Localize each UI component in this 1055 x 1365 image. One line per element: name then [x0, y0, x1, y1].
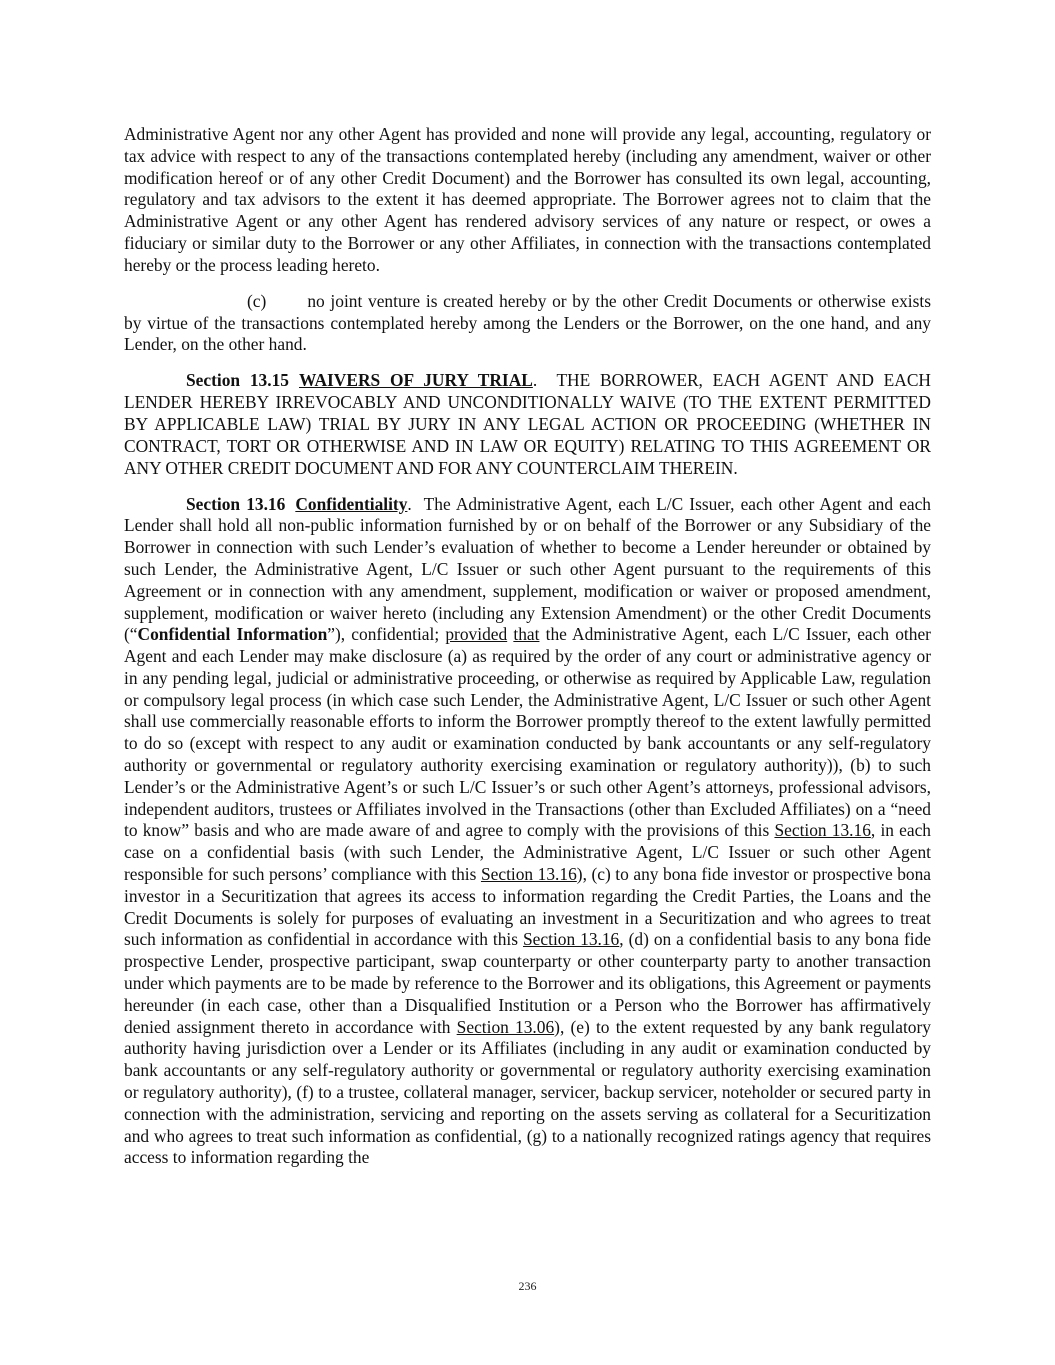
section-text-part: ”), confidential;: [327, 624, 446, 645]
section-text: THE BORROWER, EACH AGENT AND EACH LENDER HEREBY IRREVOCABLY AND UNCONDITIONALLY WAIVE (TO THE EXTENT PERMITTED BY APPLICABLE LAW) TRIAL BY JURY IN ANY LEGAL ACTION OR PROCEEDING (WHETHER IN CONTRACT, TORT OR OTHERWISE AND IN LAW OR EQUITY) RELATING TO THIS AGREEMENT OR ANY OTHER CREDIT DOCUMENT AND FOR ANY COUNTERCLAIM THEREIN.: [124, 370, 931, 478]
cross-reference: Section 13.06: [456, 1016, 555, 1037]
section-13-15: [124, 370, 931, 479]
paragraph-continuation: Administrative Agent nor any other Agent has provided and none will provide any legal, accounting, regulatory or tax advice with respect to any of the transactions contemplated hereby (including any amendment, waiver or other modification hereof or of any other Credit Document) and the Borrower has consulted its own legal, accounting, regulatory and tax advisors to the extent it has deemed appropriate. The Borrower agrees not to claim that the Administrative Agent or any other Agent has rendered advisory services of any nature or respect, or owes a fiduciary or similar duty to the Borrower or any other Affiliates, in connection with the transactions contemplated hereby or the process leading hereto.: [124, 124, 931, 275]
that-emphasis: that: [513, 624, 540, 645]
section-text-part: , (d) on a confidential basis to any bona fide prospective Lender, prospective participant, swap counterparty or other counterparty party to another transaction under which payments are to be made by reference to the Borrower and its obligations, this Agreement or payments hereunder (in each case, other than a Disqualified Institution or a Person who the Borrower has affirmatively denied assignment thereto in accordance with: [124, 929, 931, 1037]
section-title: Confidentiality: [295, 493, 408, 514]
section-text-part: , in each case on a confidential basis (with such Lender, the Administrative Agent, L/C Issuer or such other Agent responsible for such persons’ compliance with this: [124, 820, 931, 885]
section-text-part: the Administrative Agent, each L/C Issuer, each other Agent and each Lender may make disclosure (a) as required by the order of any court or administrative agency or in any pending legal, judicial or administrative proceeding, or otherwise as required by Applicable Law, regulation or compulsory legal process (in which case such Lender, the Administrative Agent, L/C Issuer or such other Agent shall use commercially reasonable efforts to inform the Borrower promptly thereof to the extent lawfully permitted to do so (except with respect to any audit or examination conducted by bank accountants or any self-regulatory authority or governmental or regulatory authority exercising examination or regulatory authority)), (b) to such Lender’s or the Administrative Agent’s or such L/C Issuer’s or such other Agent’s attorneys, professional advisors, independent auditors, trustees or Affiliates involved in the Transactions (other than Excluded Affiliates) on a “need to know” basis and who are made aware of and agree to comply with the provisions of this: [124, 624, 931, 841]
document-page: [124, 124, 931, 1183]
page-number: 236: [518, 1279, 537, 1293]
section-text-part: ), (e) to the extent requested by any bank regulatory authority having jurisdiction over a Lender or its Affiliates (including in any audit or examination conducted by bank accountants or any self-regulatory authority or governmental or regulatory authority exercising examination or regulatory authority), (f) to a trustee, collateral manager, servicer, backup servicer, noteholder or secured party in connection with the administration, servicing and reporting on the assets serving as collateral for a Securitization and who agrees to treat such information as confidential, (g) to a nationally recognized ratings agency that requires access to information regarding the: [124, 1016, 931, 1168]
section-title-period: .: [407, 493, 412, 514]
cross-reference: Section 13.16: [523, 929, 620, 950]
section-13-16: [124, 494, 931, 1170]
section-text-part: ), (c) to any bona fide investor or prospective bona investor in a Securitization that agrees its access to information regarding the Credit Parties, the Loans and the Credit Documents is solely for purposes of evaluating an investment in a Securitization and who agrees to treat such information as confidential in accordance with this: [124, 864, 932, 950]
section-title: WAIVERS OF JURY TRIAL: [299, 370, 533, 391]
clause-c-marker: (c): [247, 290, 267, 311]
section-text-part: The Administrative Agent, each L/C Issuer, each other Agent and each Lender shall hold all non-public information furnished by or on behalf of the Borrower or any Subsidiary of the Borrower in connection with such Lender’s evaluation of whether to become a Lender hereunder or obtained by such Lender, the Administrative Agent, L/C Issuer or such other Agent pursuant to the requirements of this Agreement or in connection with any amendment, supplement, modification or waiver or proposed amendment, supplement, modification or waiver hereto (including any Extension Amendment) or the other Credit Documents (“: [124, 493, 932, 645]
defined-term: Confidential Information: [137, 624, 328, 645]
section-title-period: .: [532, 370, 538, 391]
clause-c-text: no joint venture is created hereby or by the other Credit Documents or otherwise exists by virtue of the transactions contemplated hereby among the Lenders or the Borrower, on the one hand, and any Lender, on the other hand.: [124, 290, 931, 355]
clause-c: [124, 291, 931, 356]
provided-emphasis: provided: [445, 624, 508, 645]
section-number: Section 13.15: [186, 370, 289, 391]
cross-reference: Section 13.16: [480, 864, 577, 885]
section-number: Section 13.16: [186, 493, 286, 514]
cross-reference: Section 13.16: [774, 820, 871, 841]
